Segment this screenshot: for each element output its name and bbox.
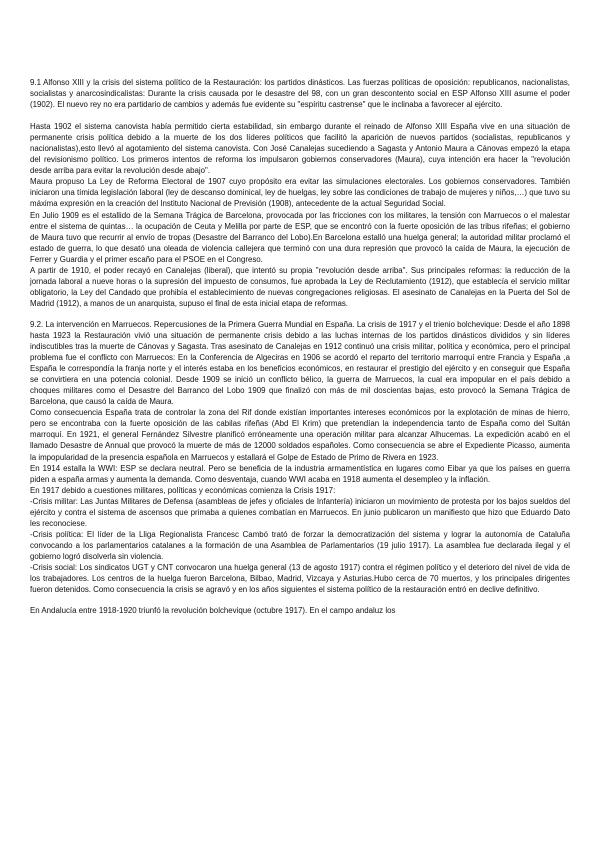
paragraph-gap [30, 309, 570, 319]
maura-reform-paragraph: Maura propuso La Ley de Reforma Electoral de 1907 cuyo propósito era evitar las simulaciones electorales. Los gobiernos conservadores. También iniciaron una tímida legislación laboral (ley de descanso dominical, ley de huelgas, ley sobre las condiciones de trabajo de mujeres y niños,…) que tuvo su máxima expresión en la creación del Instituto Nacional de Previsión (1908), antecedente de la actual Seguridad Social. [30, 177, 570, 209]
military-crisis-paragraph: -Crisis militar: Las Juntas Militares de Defensa (asambleas de jefes y oficiales de Infantería) iniciaron un movimiento de protesta por los bajos sueldos del ejército y contra el sistema de ascensos que primaba a quienes combatían en Marruecos. En junio publicaron un manifiesto que hizo que Eduardo Dato les reconociese. [30, 496, 570, 528]
andalucia-paragraph: En Andalucía entre 1918-1920 triunfó la revolución bolchevique (octubre 1917). En el campo andaluz los [30, 606, 396, 616]
paragraph-gap [30, 110, 570, 121]
section-9-2-heading-paragraph: 9.2. La intervención en Marruecos. Repercusiones de la Primera Guerra Mundial en España. La crisis de 1917 y el trienio bolchevique: Desde el año 1898 hasta 1923 la Restauración vivió una situación de permanente crisis debido a las luchas internas de los partidos dinásticos divididos y sin líderes indiscutibles tras la muerte de Cánovas y Sagasta. Tras asesinato de Canalejas en 1912 continuó una crisis militar, política y económica, pero el principal problema fue el conflicto con Marruecos: En la Conferencia de Algeciras en 1906 se acordó el reparto del territorio marroquí entre Francia y España ,a España le correspondía la franja norte y el interés estaba en los beneficios económicos, en restaurar el prestigio del ejército y en conseguir que España se convirtiera en una potencia colonial. Desde 1909 se inició un conflicto bélico, la guerra de Marruecos, la cual era impopular en el país debido a choques militares como el Desastre del Barranco del Lobo 1909 que finalizó con más de mil doscientas bajas, esto provocó la Semana Trágica de Barcelona, que causó la caída de Maura. [30, 319, 570, 407]
social-crisis-paragraph: -Crisis social: Los sindicatos UGT y CNT convocaron una huelga general (13 de agosto 1917) contra el régimen político y el deterioro del nivel de vida de los trabajadores. Los centros de la huelga fueron Barcelona, Bilbao, Madrid, Vizcaya y Asturias.Hubo cerca de 70 muertos, y los principales dirigentes fueron detenidos. Como consecuencia la crisis se agravó y en los años siguientes el sistema político de la restauración entró en declive definitivo. [30, 562, 570, 595]
semana-tragica-paragraph: En Julio 1909 es el estallido de la Semana Trágica de Barcelona, provocada por las fricciones con los militares, la tensión con Marruecos o el malestar entre el sistema de quintas… la ocupación de Ceuta y Melilla por parte de ESP, que se encontró con la fuerte oposición de las tribus rifeñas; el gobierno de Maura tuvo que recurrir al envío de tropas (Desastre del Barranco del Lobo).En Barcelona estalló una huelga general; la autoridad militar proclamó el estado de guerra, lo que desató una oleada de violencia callejera que terminó con una dura represión que provocó la caída de Maura, la ejecución de Ferrer y Guardia y el primer escaño para el PSOE en el Congreso. [30, 210, 570, 264]
document-page [30, 77, 570, 616]
crisis-1917-intro-paragraph: En 1917 debido a cuestiones militares, políticas y económicas comienza la Crisis 1917: [30, 485, 336, 495]
canovista-system-paragraph: Hasta 1902 el sistema canovista había permitido cierta estabilidad, sin embargo durante el reinado de Alfonso XIII España vive en una situación de permanente crisis política debido a la muerte de los dos líderes políticos que facilitó la aparición de nuevos partidos (socialistas, republicanos y nacionalistas),esto llevó al agotamiento del sistema canovista. Con José Canalejas sucediendo a Sagasta y Antonio Maura a Cánovas empezó la etapa del revisionismo político. Los primeros intentos de reforma los impulsaron gobiernos conservadores (Maura), cuya intención era hacer la "revolución desde arriba para evitar la revolución desde abajo". [30, 122, 570, 176]
wwi-paragraph: En 1914 estalla la WWI: ESP se declara neutral. Pero se beneficia de la industria armamentística en lugares como Eibar ya que los países en guerra piden a españa armas y aumenta la demanda. Como desventaja, cuando WWI acaba en 1918 aumenta el desempleo y la inflación. [30, 463, 570, 484]
section-9-1-heading-paragraph: 9.1 Alfonso XIII y la crisis del sistema político de la Restauración: los partidos dinásticos. Las fuerzas políticas de oposición: republicanos, nacionalistas, socialistas y anarcosindicalistas: Durante la crisis causada por le desastre del 98, con un gran descontento social en ESP Alfonso XIII asume el poder (1902). El nuevo rey no era partidario de cambios y además fue evidente su "espíritu castrense" que le inclinaba a favorecer al ejército. [30, 78, 570, 110]
rif-annual-paragraph: Como consecuencia España trata de controlar la zona del Rif donde existían importantes intereses económicos por la explotación de minas de hierro, pero se encontraba con la fuerte oposición de las cabilas rifeñas (Abd El Krim) que pretendían la independencia tanto de España como del Sultán marroquí. En 1921, el general Fernández Silvestre planificó erróneamente una operación militar para alcanzar Alhucemas. La expedición acabó en el llamado Desastre de Annual que provocó la muerte de más de 12000 soldados españoles. Como consecuencia se abre el Expediente Picasso, aumenta la impopularidad de la presencia española en Marruecos y estallará el Golpe de Estado de Primo de Rivera en 1923. [30, 408, 570, 462]
political-crisis-paragraph: -Crisis política: El líder de la Lliga Regionalista Francesc Cambó trató de forzar la democratización del sistema y lograr la autonomía de Cataluña convocando a los parlamentarios catalanes a la formación de una Asamblea de Parlamentarios (19 julio 1917). La asamblea fue declarada ilegal y el gobierno logró disolverla sin violencia. [30, 529, 570, 561]
canalejas-paragraph: A partir de 1910, el poder recayó en Canalejas (liberal), que intentó su propia "revolución desde arriba". Sus principales reformas: la reducción de la jornada laboral a nueve horas o la supresión del impuesto de consumos, fue aprobada la Ley de Reclutamiento (1912), que establecía el servicio militar obligatorio, la Ley del Candado que prohibía el establecimiento de nuevas congregaciones religiosas. El asesinato de Canalejas en la Puerta del Sol de Madrid (1912), a manos de un anarquista, supuso el final de esta inicial etapa de reformas. [30, 265, 570, 308]
paragraph-gap [30, 595, 570, 605]
